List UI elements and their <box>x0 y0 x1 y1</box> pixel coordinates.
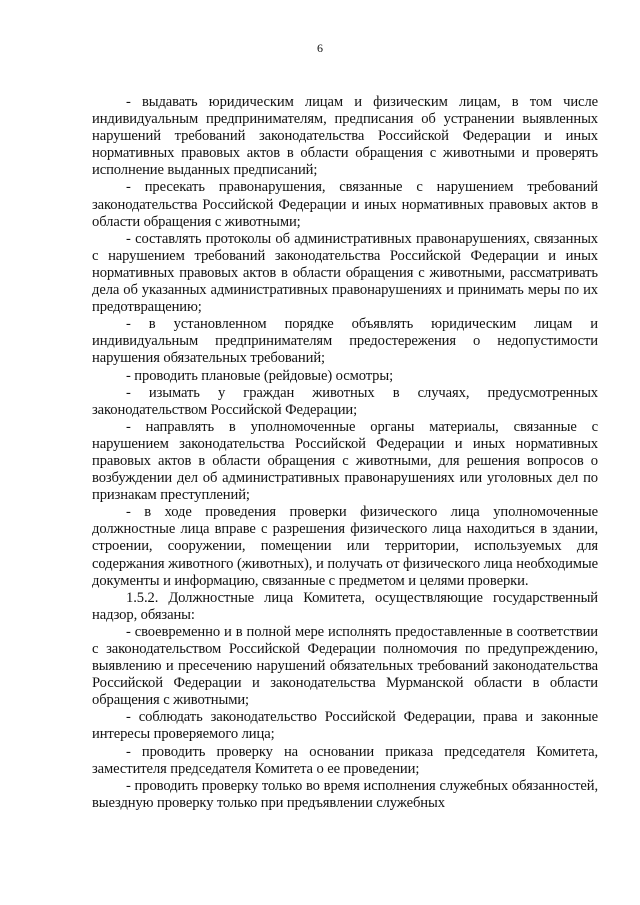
paragraph-planned-inspections: - проводить плановые (рейдовые) осмотры; <box>126 367 394 384</box>
page-number: 6 <box>317 41 323 55</box>
paragraph-suppress-violations: - пресекать правонарушения, связанные с нарушением требований законодательства Российской Федерации и иных нормативных правовых актов в области обращения с животными; <box>92 179 598 230</box>
paragraph-draw-up-protocols: - составлять протоколы об административных правонарушениях, связанных с нарушением требований законодательства Российской Федерации и иных нормативных правовых актов в области обращения с животными, рассматривать дела об указанных административных правонарушениях и принимать меры по их предотвращению; <box>92 230 598 316</box>
paragraph-inspection-duty-time: - проводить проверку только во время исполнения служебных обязанностей, выездную проверку только при предъявлении служебных <box>92 777 598 811</box>
paragraph-issue-orders: - выдавать юридическим лицам и физическим лицам, в том числе индивидуальным предпринимателям, предписания об устранении выявленных нарушений требований законодательства Российской Федерации и иных нормативных правовых актов в области обращения с животными и проверять исполнение выданных предписаний; <box>92 94 598 179</box>
paragraph-inspection-access: - в ходе проведения проверки физического лица уполномоченные должностные лица вправе с разрешения физического лица находиться в здании, строении, сооружении, помещении или территории, используемых для содержания животного (животных), и получать от физического лица необходимые документы и информацию, связанные с предметом и целями проверки. <box>92 504 598 589</box>
paragraph-issue-warnings: - в установленном порядке объявлять юридическим лицам и индивидуальным предпринимателям предостережения о недопустимости нарушения обязательных требований; <box>92 316 598 367</box>
paragraph-section-1-5-2: 1.5.2. Должностные лица Комитета, осуществляющие государственный надзор, обязаны: <box>92 589 598 623</box>
paragraph-order-based-inspection: - проводить проверку на основании приказа председателя Комитета, заместителя председателя Комитета о ее проведении; <box>92 743 598 777</box>
paragraph-send-materials: - направлять в уполномоченные органы материалы, связанные с нарушением законодательства Российской Федерации и иных нормативных правовых актов в области обращения с животными, для решения вопросов о возбуждении дел об административных правонарушениях или уголовных дел по признакам преступлений; <box>92 418 598 504</box>
paragraph-exercise-powers: - своевременно и в полной мере исполнять предоставленные в соответствии с законодательством Российской Федерации полномочия по предупреждению, выявлению и пресечению нарушений обязательных требований законодательства Российской Федерации и законодательства Мурманской области в области обращения с животными; <box>92 623 598 709</box>
document-body <box>92 94 598 812</box>
paragraph-seize-animals: - изымать у граждан животных в случаях, предусмотренных законодательством Российской Федерации; <box>92 384 598 418</box>
paragraph-observe-law: - соблюдать законодательство Российской Федерации, права и законные интересы проверяемого лица; <box>92 709 598 743</box>
